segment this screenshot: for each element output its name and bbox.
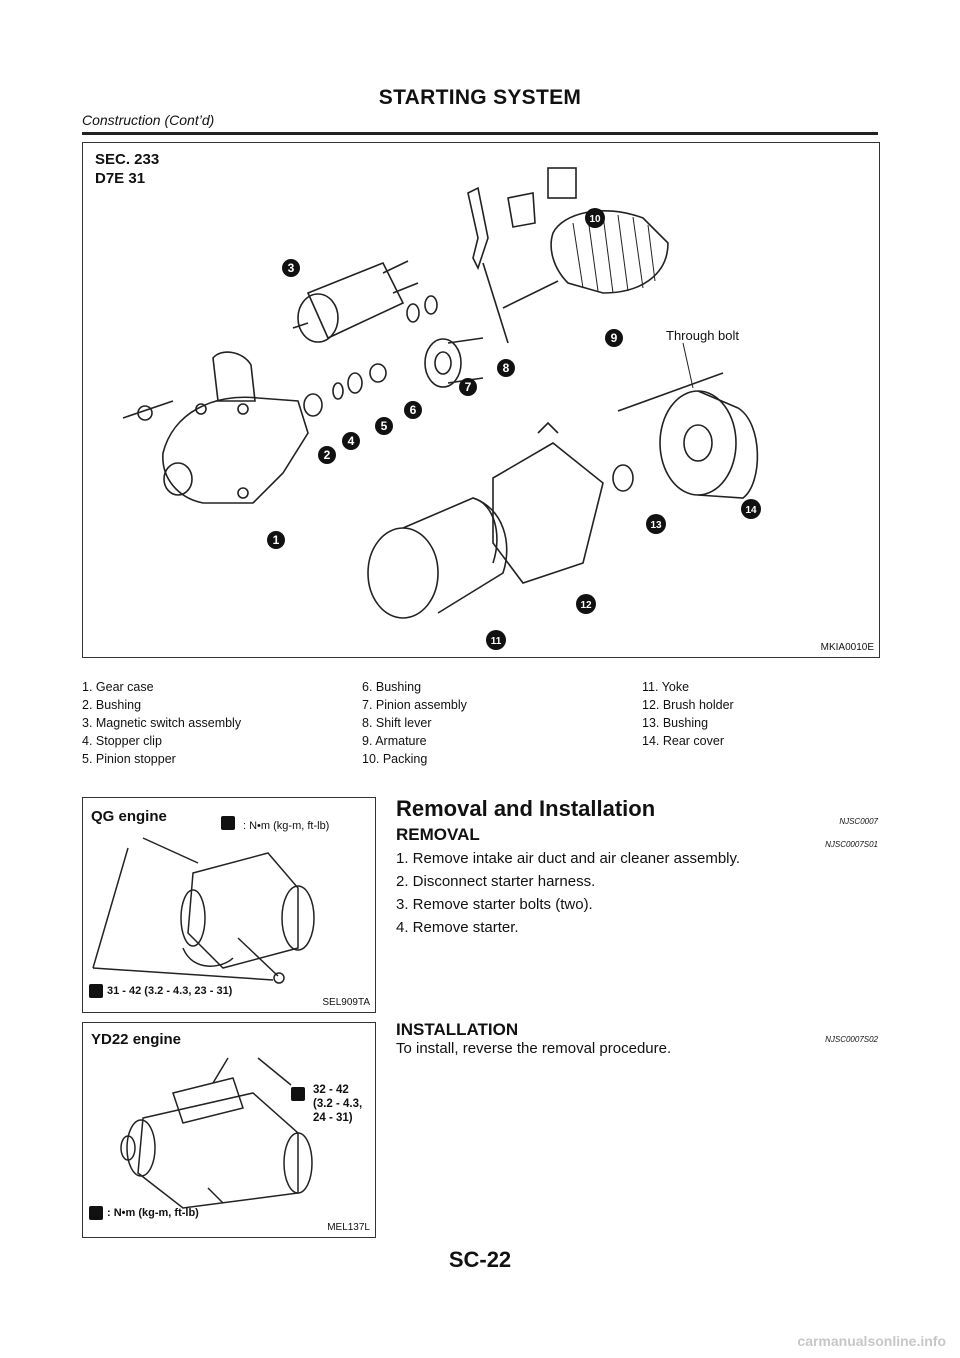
svg-text:8: 8 [502, 361, 510, 375]
yd22-engine-figure [82, 1022, 376, 1238]
yd22-figure-code: MEL137L [327, 1222, 370, 1233]
legend-item: 10. Packing [362, 752, 428, 766]
section-title: Removal and Installation [396, 796, 656, 821]
header-rule [82, 132, 878, 135]
callout-11 [486, 630, 506, 650]
callout-12 [576, 594, 596, 614]
legend-column-1 [82, 678, 241, 768]
callout-2 [318, 446, 336, 464]
removal-code: NJSC0007S01 [825, 840, 878, 849]
legend-column-2 [362, 678, 467, 768]
legend-item: 1. Gear case [82, 680, 154, 694]
qg-engine-unit: : N•m (kg-m, ft-lb) [243, 820, 330, 832]
starter-exploded-view-figure [82, 142, 880, 658]
legend-item: 8. Shift lever [362, 716, 432, 730]
legend-item: 5. Pinion stopper [82, 752, 176, 766]
svg-text:12: 12 [580, 600, 592, 611]
legend-item: 6. Bushing [362, 680, 422, 694]
svg-text:1: 1 [272, 533, 280, 547]
page-number: SC-22 [448, 1247, 512, 1272]
qg-engine-title: QG engine [91, 808, 167, 825]
qg-engine-torque: 31 - 42 (3.2 - 4.3, 23 - 31) [107, 985, 233, 997]
legend-item: 12. Brush holder [642, 698, 734, 712]
yd22-engine-title: YD22 engine [91, 1031, 182, 1048]
legend-item: 7. Pinion assembly [362, 698, 467, 712]
removal-step: 4. Remove starter. [396, 919, 519, 936]
qg-engine-drawing [83, 798, 375, 1012]
callout-4 [342, 432, 360, 450]
svg-text:4: 4 [347, 434, 355, 448]
legend-item: 9. Armature [362, 734, 427, 748]
svg-text:2: 2 [323, 448, 331, 462]
callout-7 [459, 378, 477, 396]
svg-text:6: 6 [409, 403, 417, 417]
figure-model-label: D7E 31 [95, 170, 146, 187]
svg-text:9: 9 [610, 331, 618, 345]
callout-5 [375, 417, 393, 435]
yd22-engine-unit: : N•m (kg-m, ft-lb) [107, 1207, 199, 1219]
page-subtitle: Construction (Cont’d) [82, 112, 215, 128]
svg-text:11: 11 [490, 636, 502, 647]
svg-text:14: 14 [745, 505, 757, 516]
callout-9 [605, 329, 623, 347]
watermark: carmanualsonline.info [797, 1333, 946, 1349]
exploded-view-drawing [83, 143, 879, 657]
removal-steps [396, 847, 740, 939]
removal-step: 2. Disconnect starter harness. [396, 873, 596, 890]
through-bolt-label: Through bolt [666, 328, 739, 343]
callout-3 [282, 259, 300, 277]
installation-text: To install, reverse the removal procedure. [396, 1040, 672, 1057]
removal-step: 1. Remove intake air duct and air cleaner assembly. [396, 850, 741, 867]
qg-engine-figure [82, 797, 376, 1013]
figure-sec-label: SEC. 233 [95, 151, 160, 168]
section-code: NJSC0007 [839, 817, 878, 826]
legend-item: 11. Yoke [642, 680, 690, 694]
legend-item: 2. Bushing [82, 698, 142, 712]
legend-item: 14. Rear cover [642, 734, 724, 748]
callout-14 [741, 499, 761, 519]
yd22-engine-drawing [83, 1023, 375, 1237]
legend-item: 13. Bushing [642, 716, 709, 730]
svg-text:7: 7 [464, 380, 472, 394]
qg-figure-code: SEL909TA [322, 997, 370, 1008]
removal-step: 3. Remove starter bolts (two). [396, 896, 593, 913]
legend-column-3 [642, 678, 734, 750]
yd22-engine-torque: 32 - 42 (3.2 - 4.3, 24 - 31) [313, 1084, 363, 1124]
removal-heading: REMOVAL [396, 825, 480, 844]
callout-6 [404, 401, 422, 419]
svg-text:5: 5 [380, 419, 388, 433]
page-title: STARTING SYSTEM [378, 86, 582, 109]
installation-code: NJSC0007S02 [825, 1035, 878, 1044]
callout-13 [646, 514, 666, 534]
callout-10 [585, 208, 605, 228]
svg-text:13: 13 [650, 520, 662, 531]
callout-8 [497, 359, 515, 377]
legend-item: 3. Magnetic switch assembly [82, 716, 242, 730]
svg-text:3: 3 [287, 261, 295, 275]
legend-item: 4. Stopper clip [82, 734, 162, 748]
installation-heading: INSTALLATION [396, 1020, 519, 1039]
callout-1 [267, 531, 285, 549]
svg-text:10: 10 [589, 214, 601, 225]
figure-code: MKIA0010E [820, 642, 874, 653]
